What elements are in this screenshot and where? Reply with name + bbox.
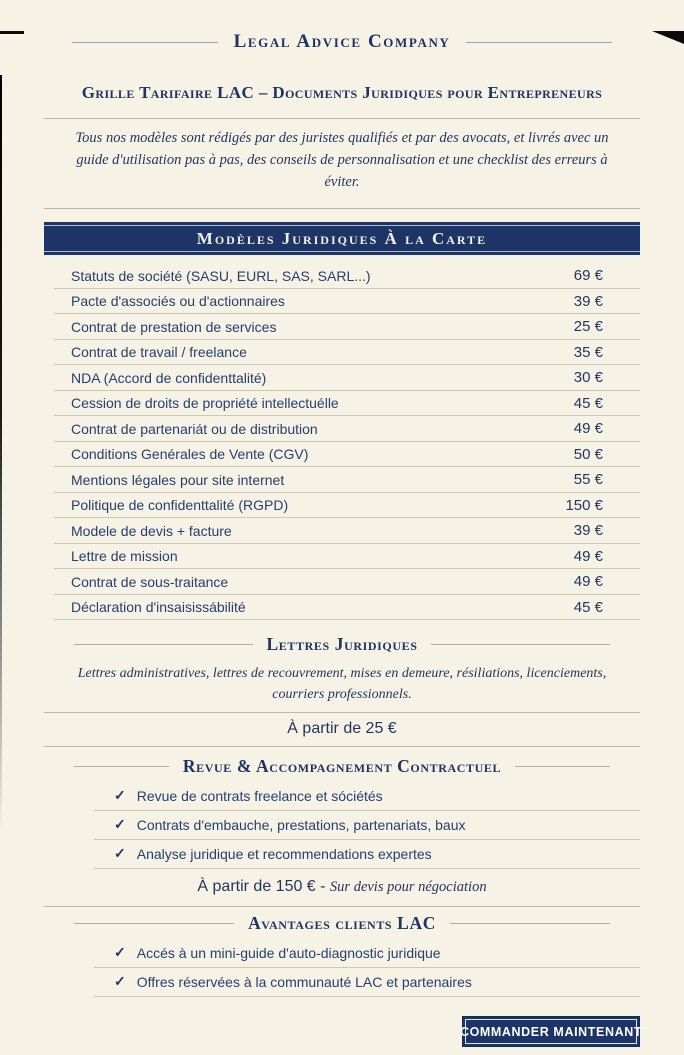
divider (44, 906, 640, 907)
table-row-price: 25 € (573, 318, 603, 335)
divider (44, 208, 640, 209)
document-title-main: Grille Tarifaire LAC – Documents Juridiques pour (81, 83, 488, 102)
decorative-rule-left (74, 923, 234, 924)
table-row-label: NDA (Accord de confidenttalité) (71, 369, 267, 386)
table-row-price: 39 € (573, 292, 603, 310)
table-row-price: 49 € (573, 547, 603, 565)
table-row-label: Politique de confidenttalité (RGPD) (71, 497, 289, 513)
cta-row (44, 1016, 643, 1047)
section-heading-lettres (44, 634, 640, 655)
revue-price-note: Sur devis pour négociation (329, 879, 487, 896)
decorative-rule-left (74, 766, 169, 767)
avantages-checklist (44, 939, 640, 997)
table-row-label: Mentions légales pour site internet (71, 471, 285, 488)
list-item-label: Revue de contrats freelance et sóciétés (136, 787, 383, 804)
price-table (54, 263, 640, 620)
table-row-label: Déclaration d'insaisissábilité (71, 599, 246, 615)
decorative-rule-right (515, 766, 610, 767)
table-row-price: 69 € (573, 267, 603, 284)
photo-edge-artifact-top-right (652, 31, 684, 44)
table-row-label: Contrat de travail / freelance (71, 344, 247, 360)
section-banner-title: Modèles Juridiques À la Carte (196, 228, 488, 248)
table-row-label: Contrat de prestation de services (71, 318, 277, 335)
section-title: Lettres Juridiques (266, 634, 418, 655)
list-item (94, 840, 640, 869)
lettres-price-line: À partir de 25 € (287, 720, 397, 738)
decorative-rule-left (72, 42, 218, 43)
order-now-button[interactable] (459, 1016, 643, 1047)
check-icon: ✓ (114, 787, 126, 804)
brand-header (44, 31, 640, 53)
photo-edge-artifact-top-left (0, 31, 24, 34)
table-row-price: 50 € (573, 445, 603, 463)
table-row-label: Lettre de mission (71, 548, 178, 564)
table-row-price: 30 € (573, 369, 603, 386)
table-row-label: Cession de droits de propriété intellectuélle (71, 395, 339, 411)
check-icon: ✓ (114, 845, 126, 862)
table-row-price: 45 € (573, 394, 603, 412)
section-heading-avantages (44, 913, 640, 934)
lettres-description: Lettres administratives, lettres de recouvrement, mises en demeure, résiliations, licenciements, courriers professionnels. (77, 666, 607, 703)
table-row (54, 416, 640, 442)
section-heading-revue (44, 756, 640, 777)
list-item-label: Analyse juridique et recommendations expertes (136, 845, 432, 862)
document-title (44, 83, 640, 103)
check-icon: ✓ (114, 944, 126, 961)
list-item (94, 968, 640, 997)
revue-checklist (44, 782, 640, 869)
revue-price-prefix: À partir de 150 € - (197, 878, 330, 896)
table-row-price: 35 € (573, 343, 603, 361)
table-row (54, 365, 640, 391)
table-row-price: 49 € (573, 420, 603, 437)
section-title: Avantages clients LAC (248, 913, 436, 934)
table-row (54, 442, 640, 468)
list-item-label: Accés à un mini-guide d'auto-diagnostic juridique (136, 944, 441, 961)
check-icon: ✓ (114, 816, 126, 833)
order-now-label: COMMANDER MAINTENANT (459, 1024, 643, 1039)
table-row-label: Contrat de sous-traitance (71, 573, 229, 590)
table-row (54, 289, 640, 315)
table-row-price: 39 € (573, 522, 603, 539)
table-row-price: 49 € (573, 573, 603, 590)
table-row-label: Conditions Genérales de Vente (CGV) (71, 446, 309, 462)
decorative-rule-right (450, 923, 610, 924)
divider (44, 746, 640, 747)
document-title-emphasis: Entrepreneurs (487, 83, 603, 102)
divider (44, 118, 640, 119)
section-banner-modeles (44, 222, 640, 255)
table-row (54, 340, 640, 366)
table-row (54, 493, 640, 519)
list-item-label: Contrats d'embauche, prestations, partenariats, baux (136, 816, 466, 833)
table-row (54, 467, 640, 493)
table-row-price: 45 € (573, 598, 603, 616)
revue-price-line (44, 869, 640, 906)
table-row (54, 544, 640, 570)
decorative-rule-right (431, 644, 610, 645)
table-row-price: 150 € (565, 496, 603, 514)
table-row-label: Contrat de partenariát ou de distribution (71, 420, 318, 437)
table-row (54, 595, 640, 621)
decorative-rule-left (74, 644, 253, 645)
company-name: Legal Advice Company (233, 31, 451, 52)
check-icon: ✓ (114, 973, 126, 990)
table-row (54, 314, 640, 340)
table-row (54, 263, 640, 289)
list-item (94, 811, 640, 840)
section-title: Revue & Accompagnement Contractuel (182, 756, 502, 777)
intro-paragraph: Tous nos modèles sont rédigés par des juristes qualifiés et par des avocats, et livrés avec un guide d'utilisation pas à pas, des conseils de personnalisation et une checklist des erreurs à éviter. (75, 130, 609, 190)
table-row (54, 518, 640, 544)
table-row-label: Statuts de société (SASU, EURL, SAS, SARL...) (71, 267, 371, 284)
list-item (94, 939, 640, 968)
pricing-flyer (0, 31, 684, 1047)
table-row-label: Pacte d'associés ou d'actionnaires (71, 293, 285, 309)
photo-edge-artifact-left (0, 75, 2, 835)
decorative-rule-right (466, 42, 612, 43)
list-item (94, 782, 640, 811)
table-row (54, 569, 640, 595)
list-item-label: Offres réservées à la communauté LAC et partenaires (136, 973, 472, 990)
table-row (54, 391, 640, 417)
table-row-label: Modele de devis + facture (71, 522, 232, 539)
table-row-price: 55 € (573, 471, 603, 488)
